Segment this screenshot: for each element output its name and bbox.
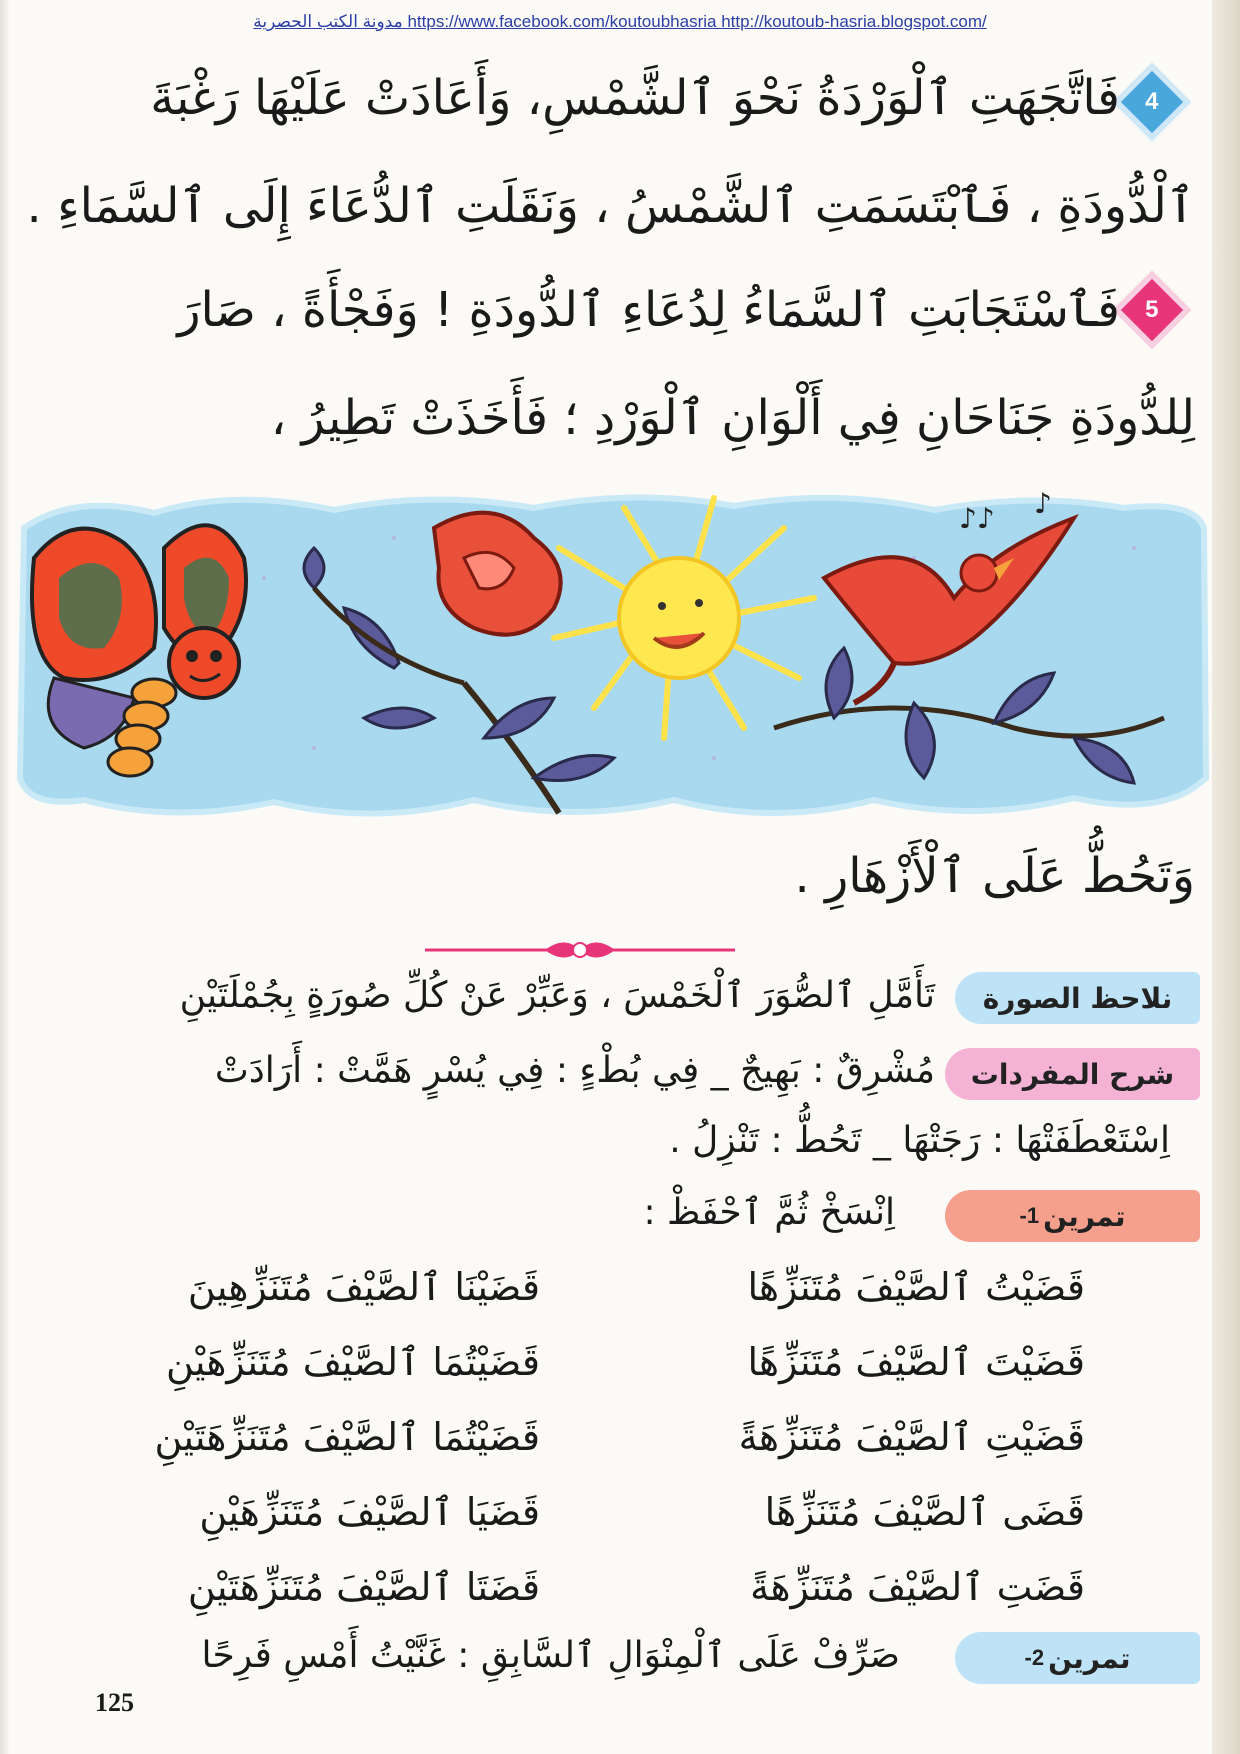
exercise-1-number: 1- xyxy=(1019,1203,1040,1228)
header-blog-link[interactable]: مدونة الكتب الحصرية https://www.facebook.com/koutoubhasria http://koutoub-hasria.blogspot.com/ xyxy=(253,12,987,31)
story-illustration xyxy=(14,488,1210,828)
page-binding-edge xyxy=(1212,0,1240,1754)
table-row-2-singular: قَضَيْتَ ٱلصَّيْفَ مُتَنَزِّهًا xyxy=(747,1340,1085,1384)
table-row-2-plural: قَضَيْتُمَا ٱلصَّيْفَ مُتَنَزِّهَيْنِ xyxy=(165,1340,540,1384)
table-row-4-plural: قَضَيَا ٱلصَّيْفَ مُتَنَزِّهَيْنِ xyxy=(199,1490,540,1534)
observe-label: نلاحظ الصورة xyxy=(982,981,1173,1015)
paragraph-4-line-2: ٱلْدُّودَةِ ، فَٱبْتَسَمَتِ ٱلشَّمْسُ ، وَنَقَلَتِ ٱلدُّعَاءَ إِلَى ٱلسَّمَاءِ . xyxy=(26,178,1195,234)
table-row-3-plural: قَضَيْتُمَا ٱلصَّيْفَ مُتَنَزِّهَتَيْنِ xyxy=(154,1415,540,1459)
table-row-1-plural: قَضَيْنَا ٱلصَّيْفَ مُتَنَزِّهِينَ xyxy=(187,1265,540,1309)
paragraph-4-line-1: فَاتَّجَهَتِ ٱلْوَرْدَةُ نَحْوَ ٱلشَّمْسِ، وَأَعَادَتْ عَلَيْهَا رَغْبَةَ xyxy=(150,70,1120,126)
table-row-3-singular: قَضَيْتِ ٱلصَّيْفَ مُتَنَزِّهَةً xyxy=(738,1415,1085,1459)
paragraph-4-badge xyxy=(1121,71,1183,133)
vocabulary-line-2: اِسْتَعْطَفَتْهَا : رَجَتْهَا _ تَحُطُّ : تَنْزِلُ . xyxy=(669,1120,1170,1161)
page-number: 125 xyxy=(95,1688,134,1717)
table-row-5-singular: قَضَتِ ٱلصَّيْفَ مُتَنَزِّهَةً xyxy=(750,1565,1085,1609)
vocabulary-label-tag xyxy=(945,1048,1200,1100)
vocabulary-label: شرح المفردات xyxy=(970,1057,1175,1091)
vocabulary-line-1: مُشْرِقٌ : بَهِيجٌ _ فِي بُطْءٍ : فِي يُسْرٍ هَمَّتْ : أَرَادَتْ xyxy=(214,1050,935,1091)
exercise-1-instruction: اِنْسَخْ ثُمَّ ٱحْفَظْ : xyxy=(643,1192,895,1233)
paragraph-4-number: 4 xyxy=(1145,87,1159,115)
paragraph-5-line-1: فَٱسْتَجَابَتِ ٱلسَّمَاءُ لِدُعَاءِ ٱلدُّودَةِ ! وَفَجْأَةً ، صَارَ xyxy=(177,282,1120,338)
exercise-2-label-tag xyxy=(955,1632,1200,1684)
paragraph-5-number: 5 xyxy=(1145,295,1159,323)
ornament-divider xyxy=(425,935,735,965)
exercise-2-number: 2- xyxy=(1024,1645,1045,1670)
svg-text:♪♪: ♪♪ xyxy=(959,502,995,535)
paragraph-5-line-3: وَتَحُطُّ عَلَى ٱلْأَزْهَارِ . xyxy=(794,848,1195,904)
observe-label-tag xyxy=(955,972,1200,1024)
exercise-2-instruction: صَرِّفْ عَلَى ٱلْمِنْوَالِ ٱلسَّابِقِ : غَنَّيْتُ أَمْسِ فَرِحًا xyxy=(201,1635,900,1676)
paragraph-5-badge xyxy=(1121,279,1183,341)
table-row-4-singular: قَضَى ٱلصَّيْفَ مُتَنَزِّهًا xyxy=(764,1490,1085,1534)
exercise-1-label-tag xyxy=(945,1190,1200,1242)
page-left-edge xyxy=(0,0,10,1754)
paragraph-5-line-2: لِلدُّودَةِ جَنَاحَانِ فِي أَلْوَانِ ٱلْوَرْدِ ؛ فَأَخَذَتْ تَطِيرُ ، xyxy=(270,390,1195,446)
exercise-1-label: تمرين xyxy=(1043,1199,1126,1233)
observe-instruction: تَأَمَّلِ ٱلصُّوَرَ ٱلْخَمْسَ ، وَعَبِّرْ عَنْ كُلِّ صُورَةٍ بِجُمْلَتَيْنِ xyxy=(179,975,935,1016)
svg-text:♪: ♪ xyxy=(1034,488,1052,520)
table-row-5-plural: قَضَتَا ٱلصَّيْفَ مُتَنَزِّهَتَيْنِ xyxy=(187,1565,540,1609)
table-row-1-singular: قَضَيْتُ ٱلصَّيْفَ مُتَنَزِّهًا xyxy=(747,1265,1085,1309)
exercise-2-label: تمرين xyxy=(1048,1641,1131,1675)
